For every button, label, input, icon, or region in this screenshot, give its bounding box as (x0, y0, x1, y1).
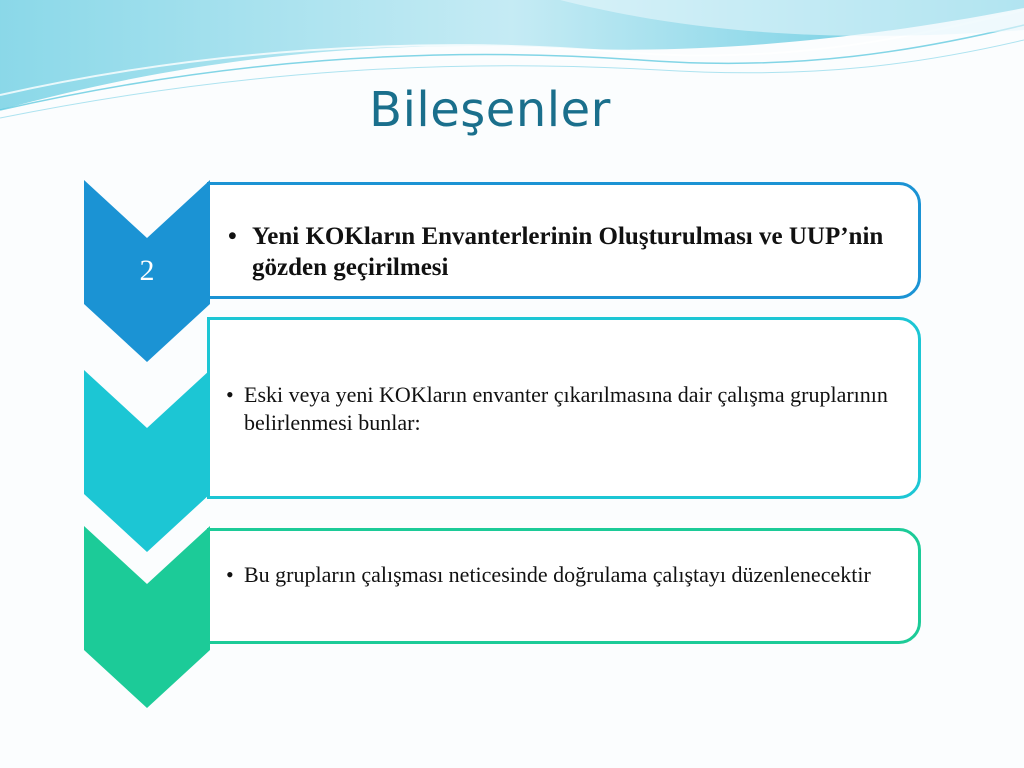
step-2-bullet-list (226, 381, 908, 437)
step-3-chevron (84, 526, 210, 708)
step-3-bullet: • Bu grupların çalışması neticesinde doğrulama çalıştayı düzenlenecektir (226, 561, 908, 589)
step-2-content-box (207, 317, 921, 499)
step-1-content-box (207, 182, 921, 299)
step-1-number: 2 (139, 254, 155, 287)
step-3-content-box (207, 528, 921, 644)
step-1-bullet-list (228, 221, 908, 283)
step-1-bullet: • Yeni KOKların Envanterlerinin Oluşturulması ve UUP’nin gözden geçirilmesi (228, 221, 908, 283)
slide-title: Bileşenler (369, 82, 611, 138)
step-2-bullet: • Eski veya yeni KOKların envanter çıkarılmasına dair çalışma gruplarının belirlenmesi bunlar: (226, 381, 908, 437)
step-2-chevron (84, 370, 210, 552)
step-3-bullet-list (226, 561, 908, 589)
